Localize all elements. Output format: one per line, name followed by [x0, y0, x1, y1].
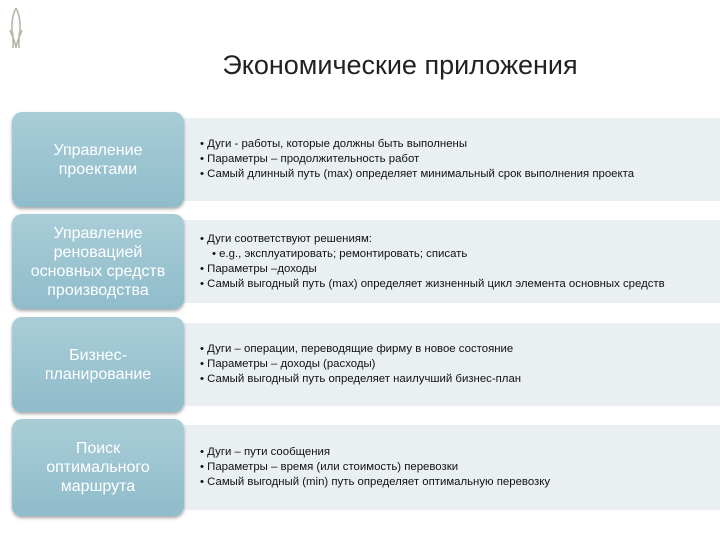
bullet-list [200, 232, 665, 292]
category-label: Управление проектами [12, 112, 184, 207]
detail-panel [162, 220, 720, 303]
bullet-list [200, 342, 521, 387]
bullet-item: • Параметры – время (или стоимость) перевозки [200, 460, 550, 475]
bullet-item: • Самый выгодный (min) путь определяет оптимальную перевозку [200, 475, 550, 490]
bullet-item: • Дуги – операции, переводящие фирму в новое состояние [200, 342, 521, 357]
category-label: Управление реновацией основных средств производства [12, 214, 184, 309]
bullet-list [200, 445, 550, 490]
bullet-item: • Параметры –доходы [200, 262, 665, 277]
bullet-item: • Дуги – пути сообщения [200, 445, 550, 460]
detail-panel [162, 118, 720, 201]
row-business-planning [12, 317, 720, 412]
row-optimal-route [12, 419, 720, 516]
category-label: Поиск оптимального маршрута [12, 419, 184, 516]
bullet-item: • Самый длинный путь (max) определяет минимальный срок выполнения проекта [200, 167, 634, 182]
row-asset-renovation [12, 214, 720, 309]
bullet-item: • Дуги - работы, которые должны быть выполнены [200, 137, 634, 152]
detail-panel [162, 323, 720, 406]
bullet-item: • Параметры – доходы (расходы) [200, 357, 521, 372]
category-label: Бизнес- планирование [12, 317, 184, 412]
bullet-list [200, 137, 634, 182]
sub-bullet-item: • e.g., эксплуатировать; ремонтировать; списать [200, 247, 665, 262]
detail-panel [162, 425, 720, 510]
bullet-item: • Самый выгодный путь (max) определяет жизненный цикл элемента основных средств [200, 277, 665, 292]
bullet-item: • Параметры – продолжительность работ [200, 152, 634, 167]
row-project-management [12, 112, 720, 207]
university-logo-icon [6, 6, 26, 50]
slide-title: Экономические приложения [222, 50, 578, 80]
bullet-item: • Дуги соответствуют решениям: [200, 232, 665, 247]
bullet-item: • Самый выгодный путь определяет наилучший бизнес-план [200, 372, 521, 387]
